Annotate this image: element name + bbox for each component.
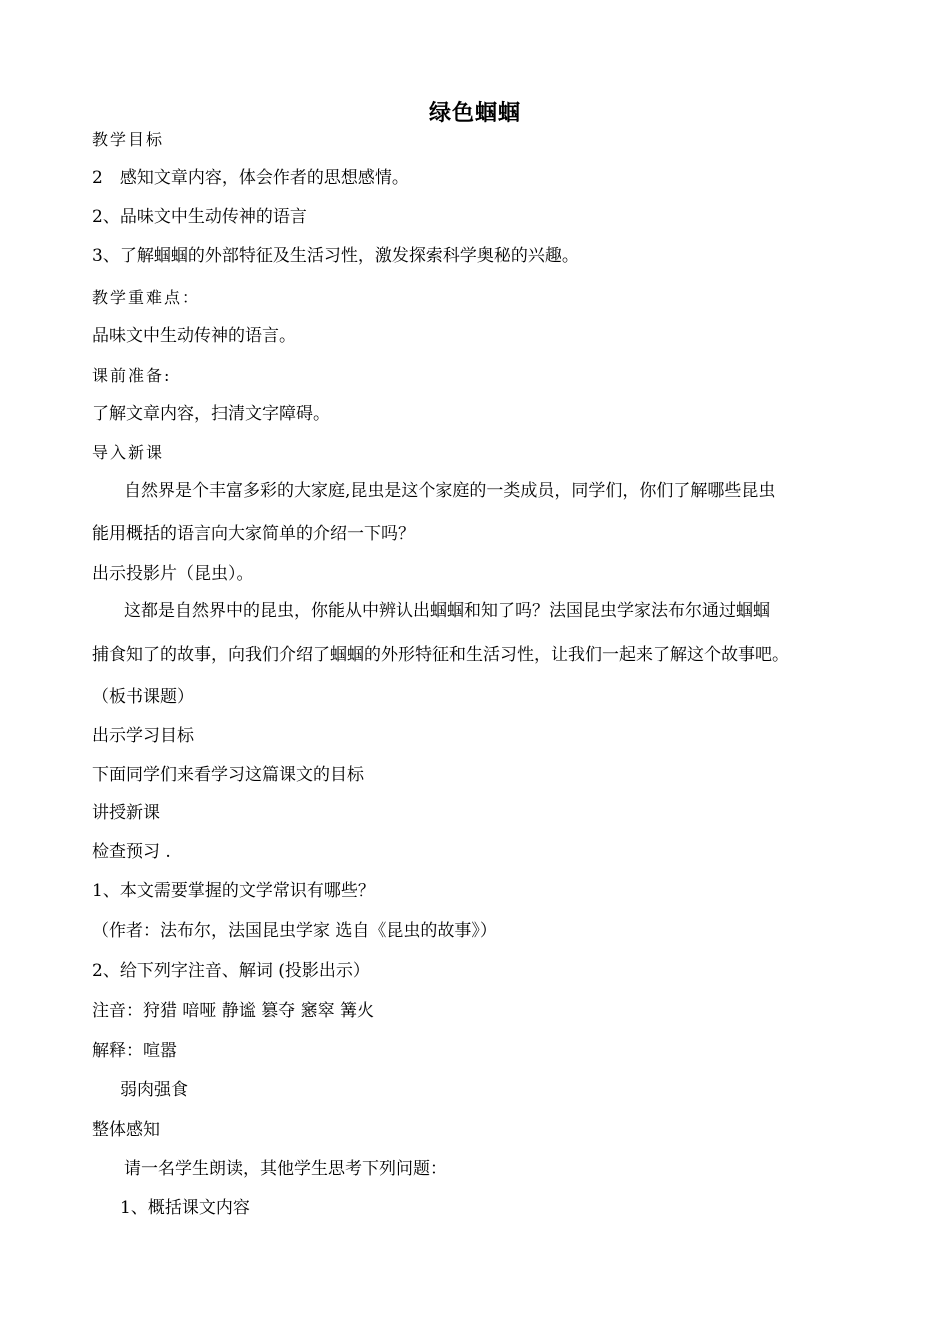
insect-paragraph-line-2: 捕食知了的故事，向我们介绍了蝈蝈的外形特征和生活习性，让我们一起来了解这个故事吧。 [92,645,789,665]
intro-paragraph-line-1: 自然界是个丰富多彩的大家庭,昆虫是这个家庭的一类成员，同学们，你们了解哪些昆虫 [124,481,776,501]
goal-item-2: 2、品味文中生动传神的语言 [92,207,307,227]
insect-paragraph-line-1: 这都是自然界中的昆虫，你能从中辨认出蝈蝈和知了吗？法国昆虫学家法布尔通过蝈蝈 [124,601,770,621]
heading-key-points: 教学重难点： [92,288,201,307]
goal-item-3: 3、了解蝈蝈的外部特征及生活习性，激发探索科学奥秘的兴趣。 [92,246,579,266]
goal-item-1: 2 感知文章内容，体会作者的思想感情。 [92,168,409,188]
reading-instruction: 请一名学生朗读，其他学生思考下列问题： [124,1159,447,1179]
show-slide-text: 出示投影片（昆虫）。 [92,564,254,584]
answer-1: （作者：法布尔，法国昆虫学家 选自《昆虫的故事》） [92,921,497,941]
intro-paragraph-line-2: 能用概括的语言向大家简单的介绍一下吗？ [92,524,415,544]
heading-introduction: 导入新课 [92,443,165,462]
board-title-note: （板书课题） [92,687,194,707]
heading-new-lesson: 讲授新课 [92,803,160,823]
heading-teaching-goals: 教学目标 [92,130,165,149]
heading-overall-perception: 整体感知 [92,1120,160,1140]
explanation-list: 解释：喧嚣 [92,1041,177,1061]
question-1: 1、本文需要掌握的文学常识有哪些？ [92,881,375,901]
pronunciation-list: 注音：狩猎 喑哑 静谧 篡夺 窸窣 篝火 [92,1001,375,1021]
check-preview-text: 检查预习 . [92,842,171,862]
discussion-question-1: 1、概括课文内容 [120,1198,250,1218]
preparation-text: 了解文章内容，扫清文字障碍。 [92,404,330,424]
show-goals-text: 出示学习目标 [92,726,194,746]
heading-preparation: 课前准备: [92,366,172,385]
explanation-item-2: 弱肉强食 [120,1080,188,1100]
key-point-text: 品味文中生动传神的语言。 [92,326,296,346]
question-2: 2、给下列字注音、解词 (投影出示） [92,961,370,981]
goals-intro-text: 下面同学们来看学习这篇课文的目标 [92,765,364,785]
document-title: 绿色蝈蝈 [428,101,521,126]
